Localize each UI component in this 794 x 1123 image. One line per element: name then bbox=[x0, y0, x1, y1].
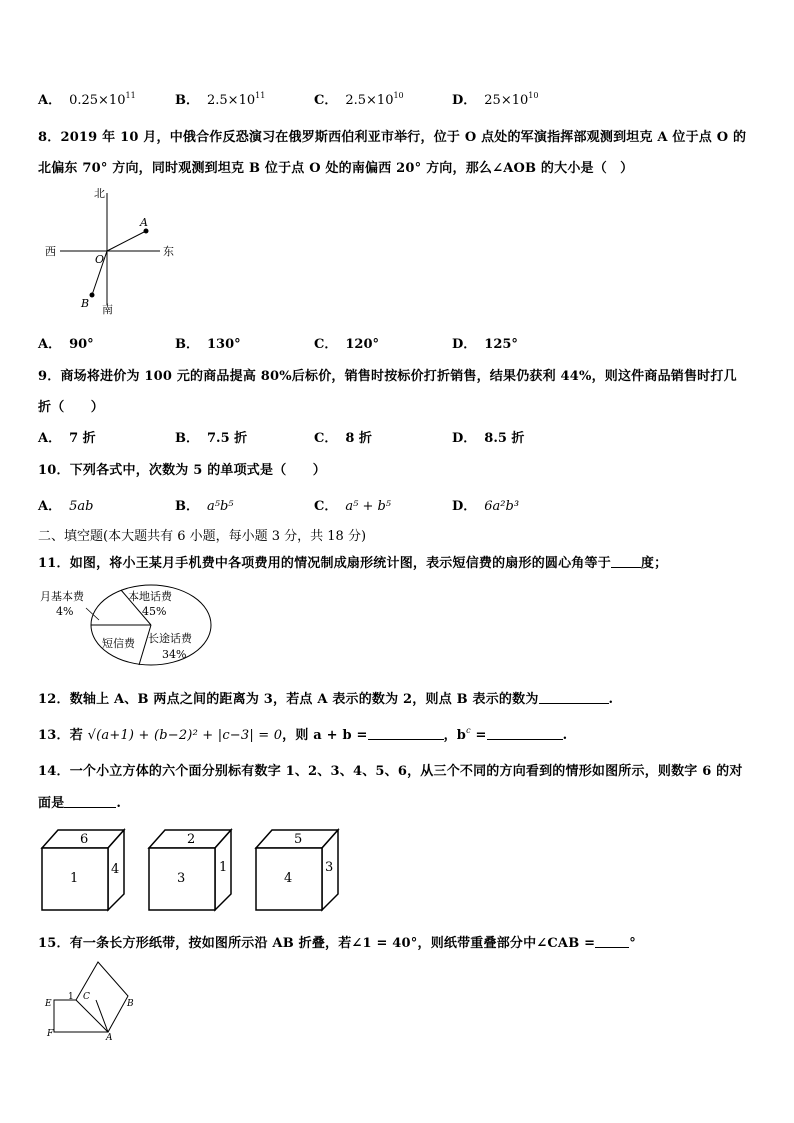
q13-equation: √(a+1) + (b−2)² + |c−3| = 0 bbox=[87, 728, 283, 743]
q15-label-f: F bbox=[47, 1029, 54, 1039]
pie-label-basic-pct: 4% bbox=[56, 605, 74, 618]
q8-label-b: B bbox=[81, 297, 90, 310]
pie-label-local-pct: 45% bbox=[142, 605, 167, 618]
q10-option-a[interactable]: A． 5ab bbox=[38, 499, 94, 514]
q10-option-c[interactable]: C． a⁵ + b⁵ bbox=[314, 499, 392, 514]
q15-label-c: C bbox=[83, 992, 90, 1002]
q12-answer-blank[interactable] bbox=[539, 693, 609, 704]
q8-stem-line1: 8．2019 年 10 月，中俄合作反恐演习在俄罗斯西伯利亚市举行，位于 O 点处的军演指挥部观测到坦克 A 位于点 O 的 bbox=[38, 130, 747, 145]
q15-label-a: A bbox=[106, 1033, 113, 1042]
q13-answer-blank-2[interactable] bbox=[487, 729, 563, 740]
cube-3-side: 3 bbox=[325, 860, 334, 875]
q7-option-d[interactable]: D． $25\times 10^{10}$ bbox=[452, 91, 539, 108]
cube-1-side: 4 bbox=[111, 862, 120, 877]
q14-answer-blank[interactable] bbox=[64, 797, 116, 808]
q10-option-b[interactable]: B． a⁵b⁵ bbox=[175, 499, 234, 514]
q8-label-west: 西 bbox=[45, 245, 56, 258]
q15-label-b: B bbox=[127, 999, 134, 1009]
q10-stem: 10．下列各式中，次数为 5 的单项式是（ ） bbox=[38, 463, 326, 478]
section-2-heading: 二、填空题(本大题共有 6 小题，每小题 3 分，共 18 分) bbox=[38, 529, 367, 544]
cube-3-front: 4 bbox=[284, 871, 293, 886]
q8-option-c[interactable]: C． 120° bbox=[314, 337, 379, 352]
cube-1-top: 6 bbox=[80, 832, 89, 847]
pie-label-sms: 短信费 bbox=[102, 637, 135, 650]
q10-option-d[interactable]: D． 6a²b³ bbox=[452, 499, 520, 514]
pie-label-long: 长途话费 bbox=[148, 632, 192, 645]
q9-option-a[interactable]: A． 7 折 bbox=[38, 431, 96, 446]
q7-option-b[interactable]: B． $2.5\times 10^{11}$ bbox=[175, 91, 266, 108]
q13-answer-blank-1[interactable] bbox=[368, 729, 444, 740]
pie-label-basic: 月基本费 bbox=[40, 590, 84, 603]
q14-stem-line2: 面是 . bbox=[38, 796, 122, 811]
cube-2-front: 3 bbox=[177, 871, 186, 886]
q14-cube-figures bbox=[38, 826, 348, 912]
q8-label-north: 北 bbox=[94, 187, 105, 200]
q7-option-a[interactable]: A． $0.25\times 10^{11}$ bbox=[38, 91, 136, 108]
q9-stem-line2: 折（ ） bbox=[38, 400, 105, 415]
q15-label-1: 1 bbox=[68, 992, 74, 1002]
q15-label-e: E bbox=[45, 999, 52, 1009]
q9-option-b[interactable]: B． 7.5 折 bbox=[175, 431, 248, 446]
q8-label-east: 东 bbox=[163, 245, 174, 258]
cube-3-top: 5 bbox=[294, 832, 303, 847]
q7-option-c[interactable]: C． $2.5\times 10^{10}$ bbox=[314, 91, 404, 108]
cube-1-front: 1 bbox=[70, 871, 79, 886]
cube-3 bbox=[256, 830, 338, 910]
q11-answer-blank[interactable] bbox=[611, 557, 641, 568]
q8-option-d[interactable]: D． 125° bbox=[452, 337, 518, 352]
q8-label-a: A bbox=[140, 216, 148, 229]
q13-stem: 13．若 √(a+1) + (b−2)² + |c−3| = 0，则 a + b = ，$b^c$ = . bbox=[38, 726, 568, 743]
q12-stem: 12．数轴上 A、B 两点之间的距离为 3，若点 A 表示的数为 2，则点 B 表示的数为 . bbox=[38, 692, 614, 707]
q8-label-south: 南 bbox=[102, 303, 113, 316]
q15-paper-strip-figure bbox=[40, 956, 150, 1042]
q8-stem-line2: 北偏东 70° 方向，同时观测到坦克 B 位于点 O 处的南偏西 20° 方向，那么∠AOB 的大小是（ ） bbox=[38, 161, 634, 176]
q11-pie-chart bbox=[36, 582, 226, 668]
pie-label-local: 本地话费 bbox=[128, 590, 172, 603]
cube-2 bbox=[149, 830, 231, 910]
q11-stem: 11．如图，将小王某月手机费中各项费用的情况制成扇形统计图，表示短信费的扇形的圆心角等于 度； bbox=[38, 556, 668, 571]
pie-label-long-pct: 34% bbox=[162, 648, 187, 661]
cube-1 bbox=[42, 830, 124, 910]
q14-stem-line1: 14．一个小立方体的六个面分别标有数字 1、2、3、4、5、6，从三个不同的方向看到的情形如图所示，则数字 6 的对 bbox=[38, 764, 743, 779]
cube-2-top: 2 bbox=[187, 832, 196, 847]
cube-2-side: 1 bbox=[219, 860, 228, 875]
q15-answer-blank[interactable] bbox=[595, 937, 629, 948]
q8-option-a[interactable]: A． 90° bbox=[38, 337, 94, 352]
q9-stem-line1: 9．商场将进价为 100 元的商品提高 80%后标价，销售时按标价打折销售，结果仍获利 44%，则这件商品销售时打几 bbox=[38, 369, 737, 384]
q8-label-o: O bbox=[95, 253, 105, 266]
q9-option-c[interactable]: C． 8 折 bbox=[314, 431, 372, 446]
q9-option-d[interactable]: D． 8.5 折 bbox=[452, 431, 525, 446]
q8-compass-figure bbox=[40, 183, 190, 318]
q15-stem: 15．有一条长方形纸带，按如图所示沿 AB 折叠，若∠1 = 40°，则纸带重叠部分中∠CAB = ° bbox=[38, 936, 636, 951]
q8-option-b[interactable]: B． 130° bbox=[175, 337, 241, 352]
